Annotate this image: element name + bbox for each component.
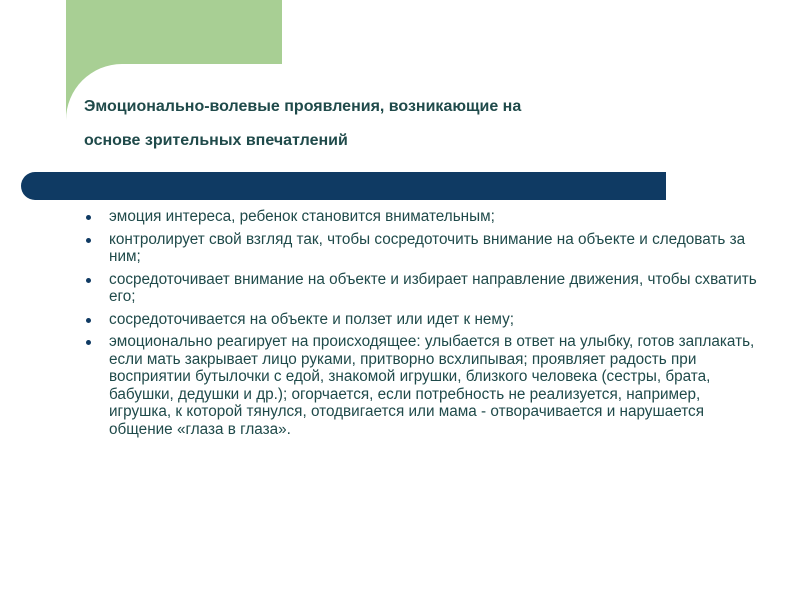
bullet-text: контролирует свой взгляд так, чтобы сосредоточить внимание на объекте и следовать за ним; <box>109 230 746 265</box>
bullet-item <box>84 271 764 306</box>
bullet-list <box>84 208 764 443</box>
bullet-text: эмоционально реагирует на происходящее: улыбается в ответ на улыбку, готов заплакать, если мать закрывает лицо руками, притворно всхлипывая; проявляет радость при восприятии бутылочки с едой, знакомой игрушки, близкого человека (сестры, брата, бабушки, дедушки и др.); огорчается, если потребность не реализуется, например, игрушка, к которой тянулся, отодвигается или мама - отворачивается и нарушается общение «глаза в глаза». <box>109 333 755 438</box>
bullet-item <box>84 311 764 329</box>
bullet-dot-icon <box>86 215 91 220</box>
bullet-text: сосредоточивает внимание на объекте и избирает направление движения, чтобы схватить его; <box>109 270 757 305</box>
left-margin-strip <box>0 0 66 600</box>
slide-title-line-1: Эмоционально-волевые проявления, возникающие на <box>84 98 522 115</box>
bullet-text: сосредоточивается на объекте и ползет или идет к нему; <box>109 310 514 328</box>
title-divider-band <box>21 172 666 200</box>
bullet-dot-icon <box>86 318 91 323</box>
bullet-dot-icon <box>86 238 91 243</box>
bullet-dot-icon <box>86 278 91 283</box>
slide-title-line-2: основе зрительных впечатлений <box>84 132 348 149</box>
bullet-item <box>84 208 764 226</box>
bullet-text: эмоция интереса, ребенок становится внимательным; <box>109 208 495 225</box>
slide-title <box>84 90 724 158</box>
bullet-dot-icon <box>86 340 91 345</box>
bullet-item <box>84 231 764 266</box>
bullet-item <box>84 333 764 438</box>
